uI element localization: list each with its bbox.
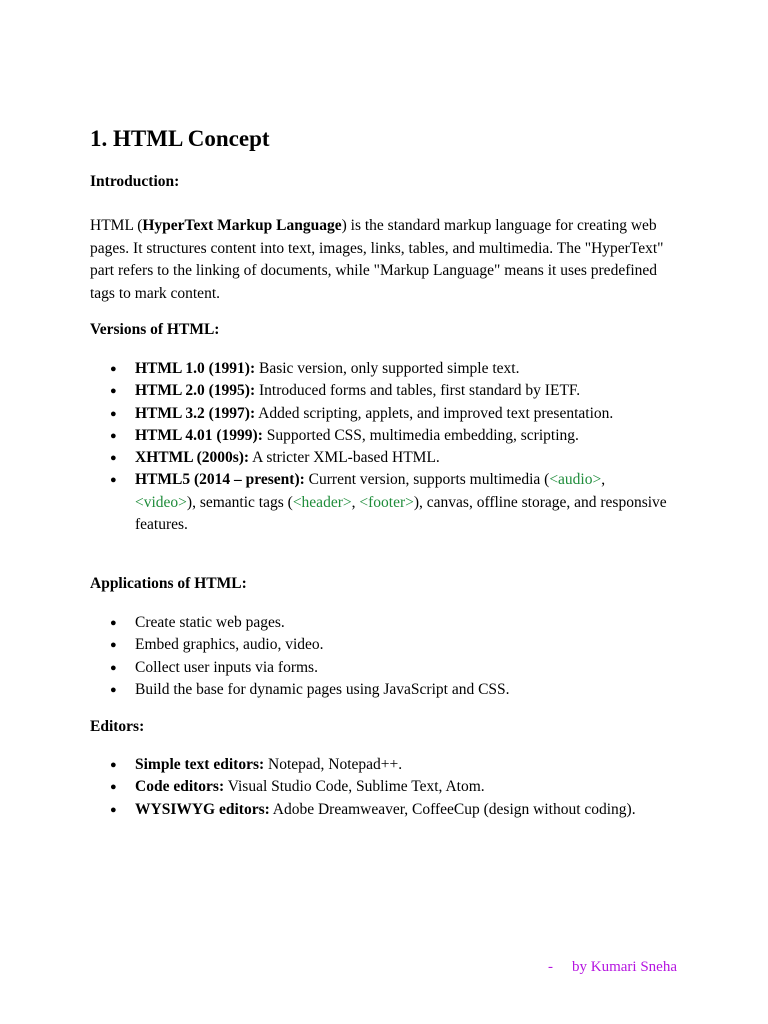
editor-label: Code editors:: [135, 778, 225, 796]
version-item: [90, 447, 680, 469]
application-item: ● Create static web pages.: [90, 612, 680, 634]
version-description: Basic version, only supported simple text.: [255, 360, 520, 377]
application-item: ● Collect user inputs via forms.: [90, 657, 680, 679]
html5-text-2: ,: [601, 471, 606, 489]
author-name: by Kumari Sneha: [572, 959, 677, 975]
application-item: ● Build the base for dynamic pages using JavaScript and CSS.: [90, 679, 680, 701]
version-label: HTML5 (2014 – present):: [135, 471, 305, 489]
editor-description: Notepad, Notepad++.: [264, 756, 403, 773]
introduction-heading: Introduction:: [90, 173, 180, 190]
version-label: HTML 3.2 (1997):: [135, 404, 256, 422]
version-description: Supported CSS, multimedia embedding, scripting.: [262, 426, 579, 444]
editor-label: Simple text editors:: [135, 756, 265, 773]
applications-heading: Applications of HTML:: [90, 575, 247, 592]
applications-list: [90, 612, 680, 701]
version-item: [90, 425, 680, 447]
code-tag-audio: <audio>: [549, 471, 602, 489]
version-label: HTML 1.0 (1991):: [135, 360, 256, 377]
editors-list: [90, 754, 680, 821]
version-label: XHTML (2000s):: [135, 449, 250, 467]
intro-text-rest: ) is the standard markup language for creating web pages. It structures content into text, images, links, tables, and multimedia. The "HyperText" part refers to the linking of documents, while "Markup Language" means it uses predefined tags to mark content.: [90, 217, 664, 302]
editor-item: [90, 799, 680, 821]
editor-item: [90, 776, 680, 798]
introduction-paragraph: [90, 215, 680, 305]
html5-text-4: ,: [351, 493, 360, 511]
code-tag-footer: <footer>: [359, 493, 414, 511]
intro-bold-term: HyperText Markup Language: [142, 217, 342, 234]
version-item-html5: [90, 469, 680, 536]
html5-text-3: ), semantic tags (: [186, 493, 293, 511]
version-description: Introduced forms and tables, first standard by IETF.: [255, 382, 581, 400]
version-item: [90, 380, 680, 402]
code-tag-video: <video>: [135, 493, 187, 511]
version-label: HTML 4.01 (1999):: [135, 426, 263, 444]
editor-description: Adobe Dreamweaver, CoffeeCup (design without coding).: [269, 800, 636, 818]
editor-label: WYSIWYG editors:: [135, 800, 270, 818]
versions-list: [90, 358, 680, 536]
html5-text-5: ), canvas, offline storage, and responsive features.: [135, 493, 667, 534]
editors-heading: Editors:: [90, 718, 145, 735]
editor-item: [90, 754, 680, 776]
versions-heading: Versions of HTML:: [90, 321, 220, 338]
author-credit: [548, 956, 677, 978]
code-tag-header: <header>: [292, 493, 352, 511]
version-item: [90, 403, 680, 425]
credit-dash: -: [548, 959, 553, 975]
application-item: ● Embed graphics, audio, video.: [90, 634, 680, 656]
version-description: A stricter XML-based HTML.: [249, 449, 440, 467]
version-description: Added scripting, applets, and improved text presentation.: [255, 404, 614, 422]
html5-text-1: Current version, supports multimedia (: [304, 471, 550, 489]
version-label: HTML 2.0 (1995):: [135, 382, 256, 400]
page-title: 1. HTML Concept: [90, 126, 270, 151]
editor-description: Visual Studio Code, Sublime Text, Atom.: [224, 778, 485, 796]
intro-text-start: HTML (: [90, 217, 143, 234]
version-item: [90, 358, 680, 380]
